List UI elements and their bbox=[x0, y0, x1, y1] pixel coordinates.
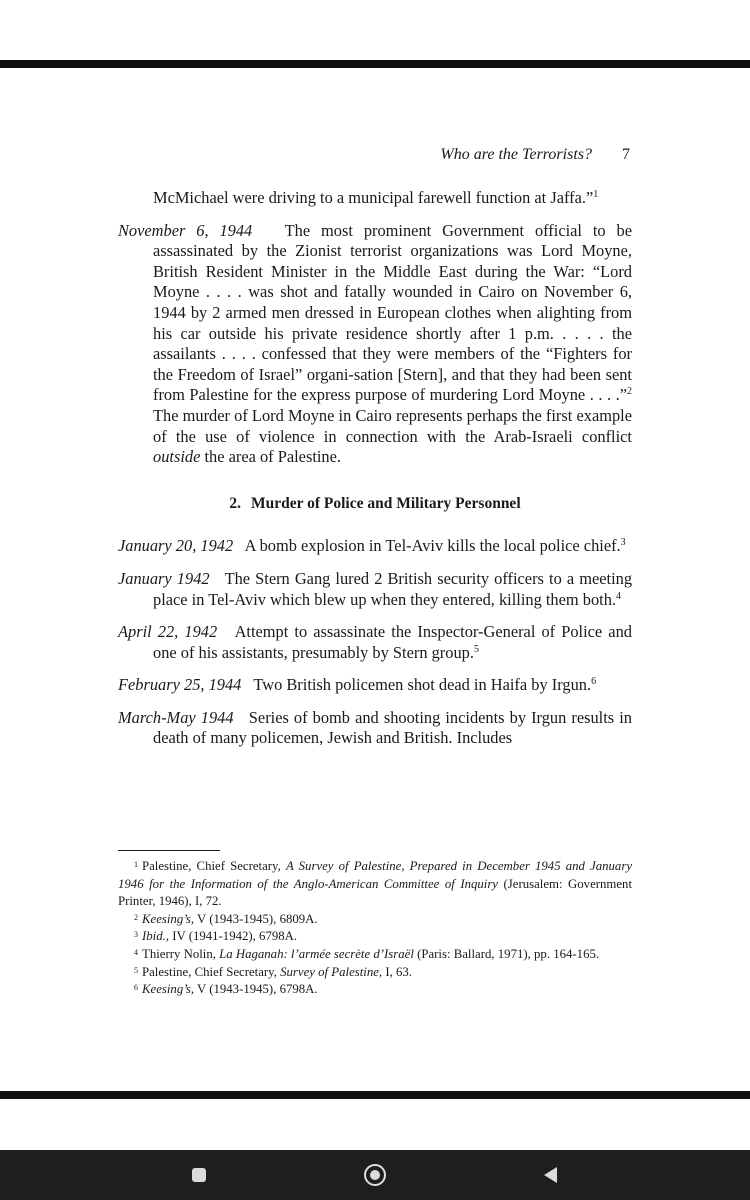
section-heading bbox=[118, 494, 632, 515]
footnote-ref: 5 bbox=[473, 643, 479, 655]
footnote bbox=[118, 946, 632, 964]
footnote-text: I, 63. bbox=[385, 964, 412, 979]
section-title: Murder of Police and Military Personnel bbox=[251, 494, 521, 512]
running-title: Who are the Terrorists? bbox=[440, 146, 592, 163]
footnote-mark: 4 bbox=[134, 947, 138, 957]
footnote-title: Keesing’s, bbox=[142, 911, 195, 926]
home-button[interactable] bbox=[363, 1163, 387, 1187]
continuation-paragraph bbox=[118, 188, 632, 209]
footnotes bbox=[118, 858, 632, 999]
footnote-text: Thierry Nolin, bbox=[142, 946, 216, 961]
entry-date: April 22, 1942 bbox=[118, 622, 218, 642]
footnote-title: A Survey of Palestine, Prepared in December 1945 and January 1946 for the Information of the Anglo-American Committee of Inquiry bbox=[118, 859, 632, 891]
footnote-text: IV (1941-1942), 6798A. bbox=[172, 929, 298, 944]
entry-text: Two British policemen shot dead in Haifa by Irgun. bbox=[253, 675, 592, 695]
entry-emphasis: outside bbox=[153, 447, 201, 467]
entry-date: March-May 1944 bbox=[118, 707, 234, 727]
page-body bbox=[118, 188, 632, 749]
chronology-entry bbox=[118, 708, 632, 749]
chronology-entry bbox=[118, 536, 632, 557]
footnote-title: Ibid., bbox=[142, 929, 170, 944]
footnote-ref: 1 bbox=[593, 189, 599, 200]
footnote-text: V (1943-1945), 6809A. bbox=[197, 911, 318, 926]
footnote-ref: 6 bbox=[591, 676, 597, 688]
footnote-title: Keesing’s, bbox=[142, 982, 195, 997]
chronology-entry bbox=[118, 622, 632, 663]
footnote bbox=[118, 964, 632, 982]
footnote-title: Survey of Palestine, bbox=[280, 964, 383, 979]
system-nav-bar bbox=[0, 1150, 750, 1200]
footnote-mark: 3 bbox=[134, 930, 138, 940]
footnote bbox=[118, 858, 632, 911]
square-icon bbox=[192, 1168, 206, 1182]
chronology-entry bbox=[118, 569, 632, 610]
entry-text: A bomb explosion in Tel-Aviv kills the local police chief. bbox=[244, 536, 621, 556]
entry-text: The Stern Gang lured 2 British security officers to a meeting place in Tel-Aviv which blew up when they entered, killing them both. bbox=[153, 568, 633, 609]
chronology-entry bbox=[118, 675, 632, 696]
footnote-ref: 4 bbox=[616, 590, 621, 602]
entry-date: January 20, 1942 bbox=[118, 536, 234, 556]
footnote-text: (Paris: Ballard, 1971), pp. 164-165. bbox=[417, 946, 600, 961]
entry-date: January 1942 bbox=[118, 568, 210, 588]
footnote-rule bbox=[118, 850, 220, 851]
entry-text-end: the area of Palestine. bbox=[204, 447, 341, 467]
footnote-text: V (1943-1945), 6798A. bbox=[197, 982, 318, 997]
page-number: 7 bbox=[622, 146, 630, 163]
footnote bbox=[118, 928, 632, 946]
footnote-text: Palestine, Chief Secretary, bbox=[142, 859, 281, 873]
entry-date: February 25, 1944 bbox=[118, 675, 242, 695]
footnote bbox=[118, 981, 632, 999]
reader-top-bar bbox=[0, 60, 750, 68]
footnote-mark: 1 bbox=[134, 860, 138, 869]
recents-button[interactable] bbox=[187, 1163, 211, 1187]
footnote-title: La Haganah: l’armée secrète d’Israël bbox=[219, 946, 414, 961]
back-button[interactable] bbox=[540, 1163, 564, 1187]
footnote bbox=[118, 911, 632, 929]
entry-text: Series of bomb and shooting incidents by Irgun results in death of many policemen, Jewish and British. Includes bbox=[153, 707, 633, 748]
footnote-text: Palestine, Chief Secretary, bbox=[142, 964, 277, 979]
footnote-mark: 5 bbox=[134, 965, 138, 975]
footnote-mark: 6 bbox=[134, 983, 138, 993]
entry-text: Attempt to assassinate the Inspector-General of Police and one of his assistants, presumably by Stern group. bbox=[153, 622, 632, 662]
continuation-text: McMichael were driving to a municipal farewell function at Jaffa.” bbox=[153, 188, 594, 207]
chronology-entry-moyne bbox=[118, 221, 632, 468]
triangle-back-icon bbox=[544, 1167, 557, 1183]
entry-date: November 6, 1944 bbox=[118, 220, 253, 240]
section-number: 2. bbox=[229, 494, 241, 512]
footnote-ref: 2 bbox=[627, 386, 632, 398]
footnote-ref: 3 bbox=[620, 537, 626, 549]
entry-text-cont: The murder of Lord Moyne in Cairo represents perhaps the first example of the use of violence in connection with the Arab-Israeli conflict bbox=[153, 405, 632, 446]
footnote-mark: 2 bbox=[134, 912, 138, 922]
footnote-text: (Jerusalem: Government Printer, 1946), I, 72. bbox=[118, 876, 633, 909]
reader-bottom-bar bbox=[0, 1091, 750, 1099]
entry-text: The most prominent Government official to be assassinated by the Zionist terrorist organizations was Lord Moyne, British Resident Minister in the Middle East during the War: “Lord Moyne . . . . was shot and fatally wounded in Cairo on November 6, 1944 by 2 armed men dressed in European clothes when alighting from his car outside his private residence shortly after 1 p.m. . . . . the assailants . . . . confessed that they were members of the “Fighters for the Freedom of Israel” organi-sation [Stern], and that they had been sent from Palestine for the express purpose of murdering Lord Moyne . . . .” bbox=[153, 220, 632, 405]
